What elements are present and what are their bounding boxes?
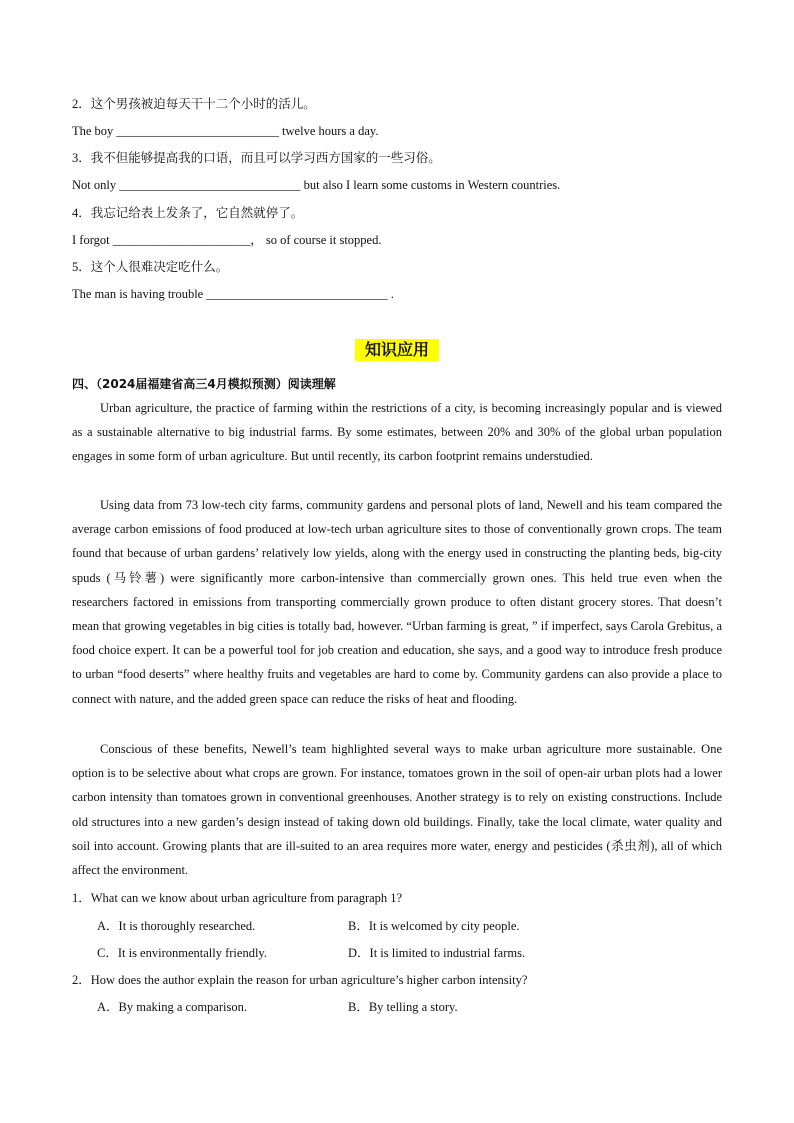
- passage-paragraph: Conscious of these benefits, Newell’s team highlighted several ways to make urban agriculture more sustainable. One option is to be selective about what crops are grown. For instance, tomatoes grown in the soil of open-air urban plots had a lower carbon intensity than tomatoes grown in conventional greenhouses. Another strategy is to rely on existing constructions. Include old structures into a new garden’s design instead of taking down old buildings. Finally, take the local climate, water quality and soil into account. Growing plants that are ill-suited to an area requires more water, energy and pesticides (杀虫剂), all of which affect the environment.: [72, 742, 722, 878]
- translation-answer-line: Not only _____________________________ but also I learn some customs in Western countries.: [72, 178, 561, 192]
- translation-prompt: 2．这个男孩被迫每天干十二个小时的活儿。: [72, 97, 316, 111]
- reading-heading: 四、（2024届福建省高三4月模拟预测）阅读理解: [72, 377, 336, 391]
- translation-answer-line: The man is having trouble _____________________________ .: [72, 287, 394, 301]
- passage-paragraph: Using data from 73 low-tech city farms, community gardens and personal plots of land, Newell and his team compared the average carbon emissions of food produced at low-tech urban agriculture sites to those of conventionally grown crops. The team found that because of urban gardens’ relatively low yields, along with the energy used in constructing the planting beds, big-city spuds (马铃薯) were significantly more carbon-intensive than commercially grown ones. This held true even when the researchers factored in emissions from transporting commercially grown produce to often distant grocery stores. That doesn’t mean that growing vegetables in big cities is totally bad, however. “Urban farming is great, ” if imperfect, says Carola Grebitus, a food choice expert. It can be a powerful tool for job creation and education, she says, and a good way to introduce fresh produce to urban “food deserts” where healthy fruits and vegetables are hard to come by. Community gardens can also provide a place to connect with nature, and the added green space can reduce the risks of heat and flooding.: [72, 498, 722, 706]
- translation-prompt: 4．我忘记给表上发条了，它自然就停了。: [72, 206, 304, 220]
- question-stem: 1．What can we know about urban agriculture from paragraph 1?: [72, 891, 403, 905]
- translation-prompt: 3．我不但能够提高我的口语，而且可以学习西方国家的一些习俗。: [72, 151, 441, 165]
- question-stem: 2．How does the author explain the reason for urban agriculture’s higher carbon intensity?: [72, 973, 528, 987]
- option-c[interactable]: C．It is environmentally friendly.: [97, 946, 267, 960]
- passage-paragraph: Urban agriculture, the practice of farming within the restrictions of a city, is becoming increasingly popular and is viewed as a sustainable alternative to big industrial farms. By some estimates, between 20% and 30% of the global urban population engages in some form of urban agriculture. But until recently, its carbon footprint remains understudied.: [72, 401, 722, 464]
- section-title: 知识应用: [355, 339, 439, 361]
- option-a[interactable]: A．It is thoroughly researched.: [97, 919, 256, 933]
- option-d[interactable]: D．It is limited to industrial farms.: [348, 946, 526, 960]
- option-a[interactable]: A．By making a comparison.: [97, 1000, 247, 1014]
- option-b[interactable]: B．By telling a story.: [348, 1000, 458, 1014]
- translation-answer-line: The boy __________________________ twelve hours a day.: [72, 124, 379, 138]
- option-b[interactable]: B．It is welcomed by city people.: [348, 919, 520, 933]
- translation-prompt: 5．这个人很难决定吃什么。: [72, 260, 229, 274]
- translation-answer-line: I forgot ______________________， so of course it stopped.: [72, 233, 382, 247]
